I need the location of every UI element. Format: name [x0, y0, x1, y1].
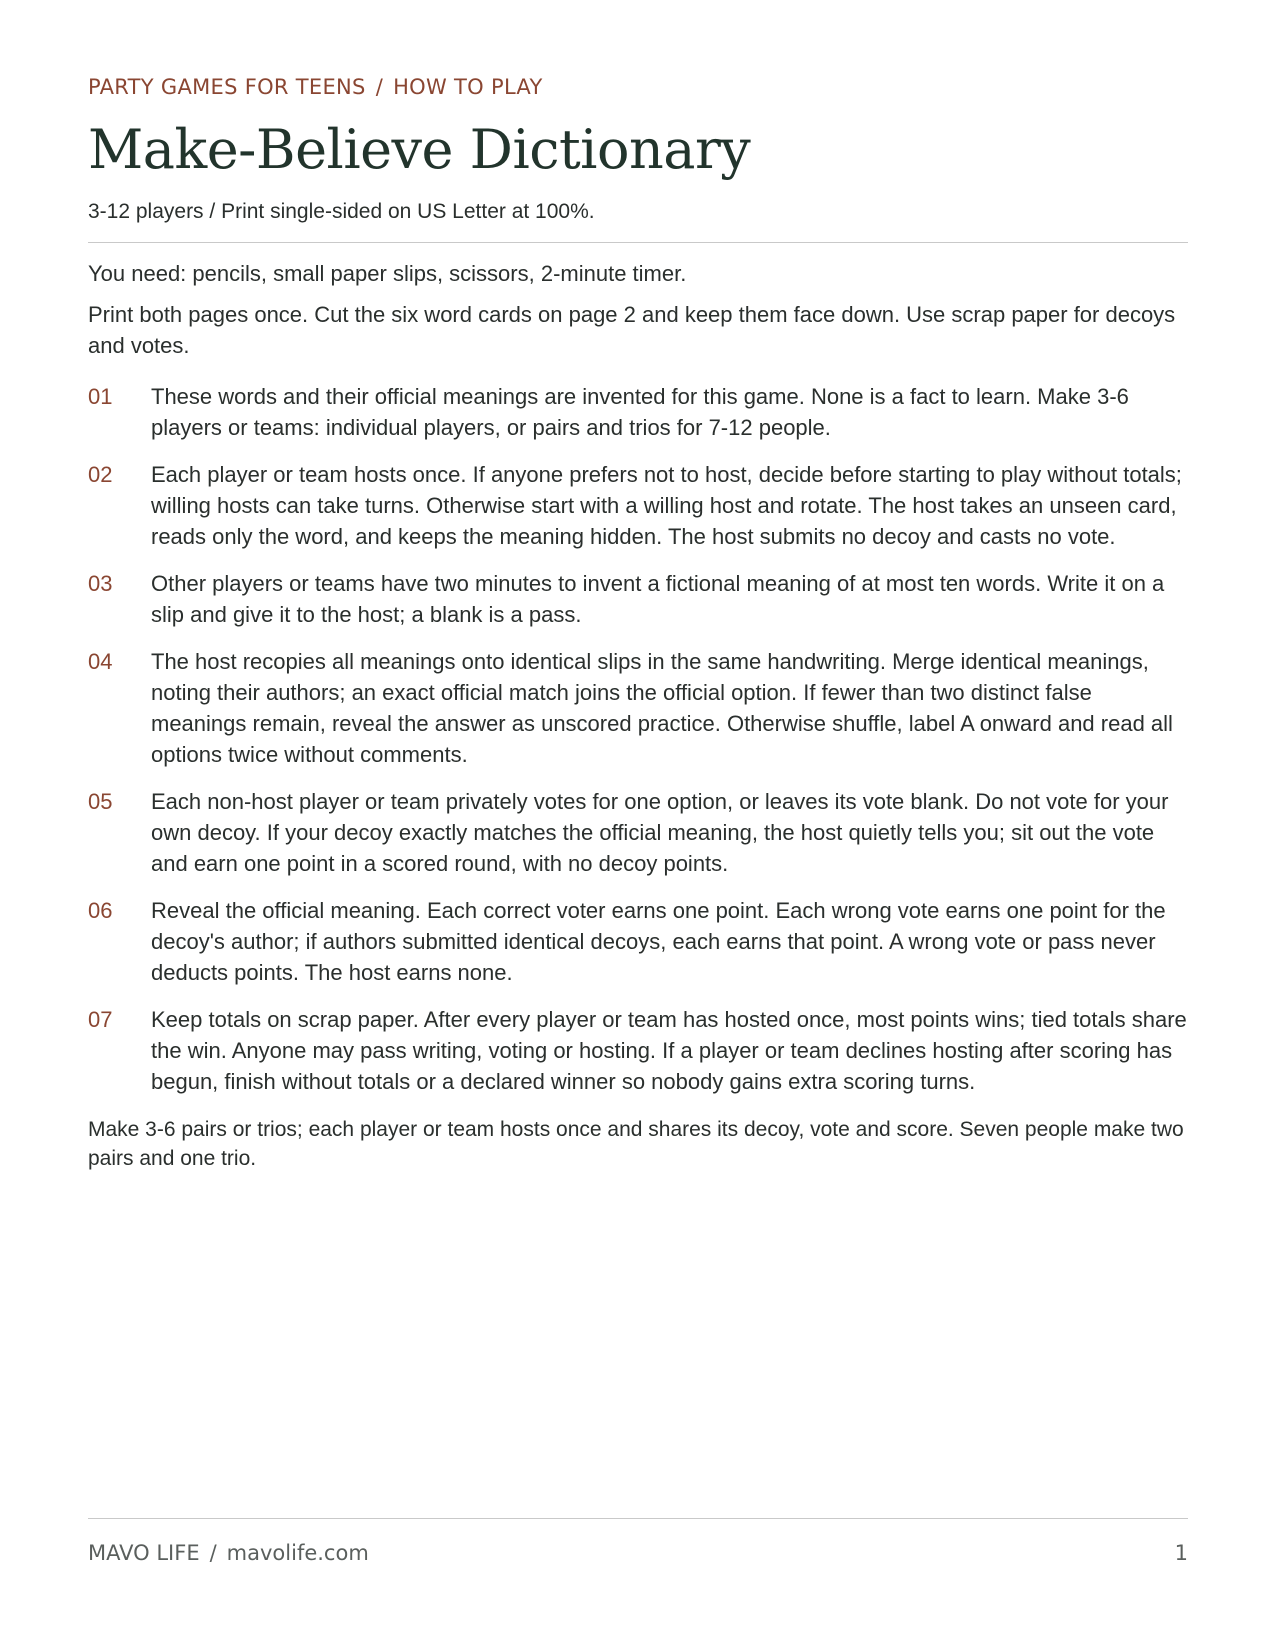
- page-footer: [88, 1538, 1188, 1568]
- page-subtitle: 3-12 players / Print single-sided on US Letter at 100%.: [88, 200, 595, 223]
- footer-site-link: mavolife.com: [226, 1541, 369, 1565]
- step-text: These words and their official meanings are invented for this game. None is a fact to learn. Make 3-6 players or teams: individual players, or pairs and trios for 7-12 people.: [151, 384, 1129, 440]
- step-number: 06: [88, 898, 113, 923]
- materials-needed: You need: pencils, small paper slips, scissors, 2-minute timer.: [88, 261, 687, 286]
- step-item: [88, 895, 1188, 988]
- step-text: Keep totals on scrap paper. After every player or team has hosted once, most points wins; tied totals share the win. Anyone may pass writing, voting or hosting. If a player or team declines hosting after scoring has begun, finish without totals or a declared winner so nobody gains extra scoring turns.: [151, 1007, 1187, 1094]
- step-number: 03: [88, 571, 113, 596]
- step-number: 07: [88, 1007, 113, 1032]
- step-text: Other players or teams have two minutes to invent a fictional meaning of at most ten words. Write it on a slip and give it to the host; a blank is a pass.: [151, 571, 1165, 627]
- breadcrumb-separator: /: [375, 75, 384, 99]
- document-page: [88, 72, 1188, 1173]
- intro-paragraph: Print both pages once. Cut the six word cards on page 2 and keep them face down. Use scrap paper for decoys and votes.: [88, 302, 1176, 358]
- step-item: [88, 1004, 1188, 1097]
- breadcrumb: [88, 72, 1188, 102]
- steps-list: [88, 381, 1188, 1097]
- breadcrumb-section: PARTY GAMES FOR TEENS: [88, 75, 366, 99]
- step-item: [88, 786, 1188, 879]
- footer-brand-line: [88, 1538, 369, 1568]
- step-item: [88, 459, 1188, 552]
- team-note: Make 3-6 pairs or trios; each player or team hosts once and shares its decoy, vote and score. Seven people make two pairs and one trio.: [88, 1118, 1184, 1170]
- step-number: 02: [88, 462, 113, 487]
- page-title: Make-Believe Dictionary: [88, 118, 751, 181]
- step-number: 04: [88, 649, 113, 674]
- step-text: Each player or team hosts once. If anyone prefers not to host, decide before starting to play without totals; willing hosts can take turns. Otherwise start with a willing host and rotate. The host takes an unseen card, reads only the word, and keeps the meaning hidden. The host submits no decoy and casts no vote.: [151, 462, 1182, 549]
- step-text: Each non-host player or team privately votes for one option, or leaves its vote blank. Do not vote for your own decoy. If your decoy exactly matches the official meaning, the host quietly tells you; sit out the vote and earn one point in a scored round, with no decoy points.: [151, 789, 1169, 876]
- step-item: [88, 381, 1188, 443]
- header-divider: [88, 242, 1188, 243]
- step-item: [88, 568, 1188, 630]
- step-text: The host recopies all meanings onto identical slips in the same handwriting. Merge identical meanings, noting their authors; an exact official match joins the official option. If fewer than two distinct false meanings remain, reveal the answer as unscored practice. Otherwise shuffle, label A onward and read all options twice without comments.: [151, 649, 1173, 767]
- step-number: 01: [88, 384, 113, 409]
- step-text: Reveal the official meaning. Each correct voter earns one point. Each wrong vote earns one point for the decoy's author; if authors submitted identical decoys, each earns that point. A wrong vote or pass never deducts points. The host earns none.: [151, 898, 1166, 985]
- breadcrumb-subsection: HOW TO PLAY: [393, 75, 543, 99]
- step-item: [88, 646, 1188, 770]
- page-number: 1: [1174, 1541, 1188, 1565]
- footer-separator: /: [209, 1541, 217, 1565]
- footer-divider: [88, 1518, 1188, 1519]
- footer-brand: MAVO LIFE: [88, 1541, 200, 1565]
- step-number: 05: [88, 789, 113, 814]
